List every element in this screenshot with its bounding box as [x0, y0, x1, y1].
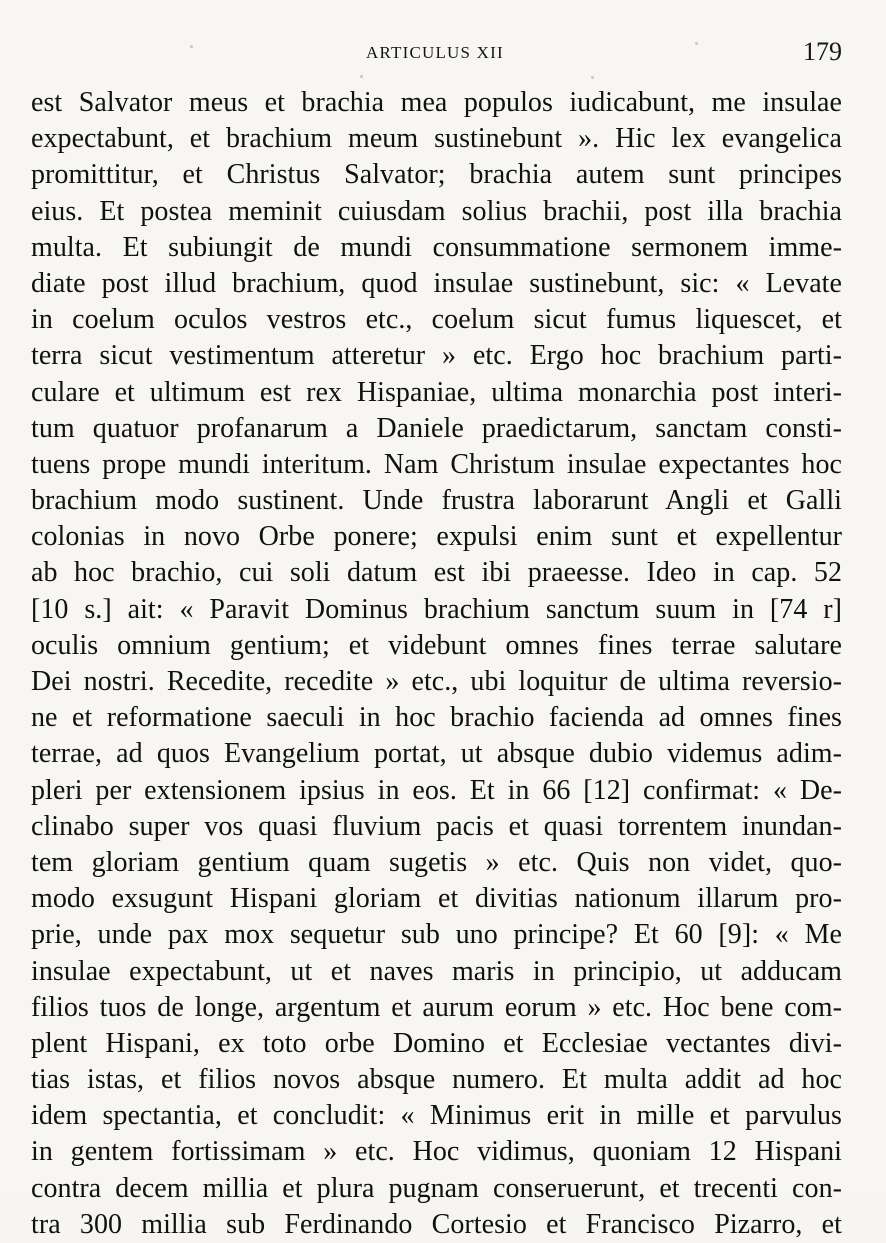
text-line: modo exsugunt Hispani gloriam et divitias nationum illarum pro-	[31, 883, 842, 915]
text-line: brachium modo sustinent. Unde frustra laborarunt Angli et Galli	[31, 485, 842, 517]
page-number: 179	[803, 37, 842, 66]
text-line: terra sicut vestimentum atteretur » etc. Ergo hoc brachium parti-	[31, 340, 842, 372]
text-line: contra decem millia et plura pugnam conseruerunt, et trecenti con-	[31, 1172, 842, 1204]
text-line: terrae, ad quos Evangelium portat, ut absque dubio videmus adim-	[31, 738, 842, 770]
running-title: ARTICULUS XII	[366, 43, 504, 62]
text-line: [10 s.] ait: « Paravit Dominus brachium sanctum suum in [74 r]	[31, 593, 842, 625]
text-line: Dei nostri. Recedite, recedite » etc., ubi loquitur de ultima reversio-	[31, 666, 842, 697]
text-line: eius. Et postea meminit cuiusdam solius brachii, post illa brachia	[31, 195, 842, 227]
paper-speck	[591, 76, 594, 79]
text-line: oculis omnium gentium; et videbunt omnes fines terrae salutare	[31, 629, 842, 661]
paper-speck	[360, 75, 363, 78]
text-line: filios tuos de longe, argentum et aurum eorum » etc. Hoc bene com-	[31, 991, 842, 1023]
text-line: pleri per extensionem ipsius in eos. Et in 66 [12] confirmat: « De-	[31, 774, 842, 806]
text-line: ne et reformatione saeculi in hoc brachio facienda ad omnes fines	[31, 702, 842, 734]
text-line: multa. Et subiungit de mundi consummatione sermonem imme-	[31, 231, 842, 263]
text-line: colonias in novo Orbe ponere; expulsi enim sunt et expellentur	[31, 521, 842, 553]
text-line: plent Hispani, ex toto orbe Domino et Ecclesiae vectantes divi-	[31, 1027, 842, 1059]
body-text	[31, 85, 842, 1243]
text-line: tuens prope mundi interitum. Nam Christum insulae expectantes hoc	[31, 448, 842, 480]
text-line: in coelum oculos vestros etc., coelum sicut fumus liquescet, et	[31, 304, 842, 336]
text-line: prie, unde pax mox sequetur sub uno principe? Et 60 [9]: « Me	[31, 919, 842, 951]
text-line: ab hoc brachio, cui soli datum est ibi praeesse. Ideo in cap. 52	[31, 557, 842, 589]
text-line: est Salvator meus et brachia mea populos iudicabunt, me insulae	[31, 87, 842, 118]
paper-speck	[190, 45, 193, 48]
text-line: expectabunt, et brachium meum sustinebunt ». Hic lex evangelica	[31, 123, 842, 155]
text-line: clinabo super vos quasi fluvium pacis et quasi torrentem inundan-	[31, 810, 842, 842]
text-line: diate post illud brachium, quod insulae sustinebunt, sic: « Levate	[31, 267, 842, 299]
paper-speck	[695, 42, 698, 45]
text-line: tias istas, et filios novos absque numero. Et multa addit ad hoc	[31, 1064, 842, 1096]
running-header	[0, 37, 886, 71]
text-line: promittitur, et Christus Salvator; brachia autem sunt principes	[31, 159, 842, 191]
text-line: tra 300 millia sub Ferdinando Cortesio et Francisco Pizarro, et	[31, 1208, 842, 1240]
text-line: idem spectantia, et concludit: « Minimus erit in mille et parvulus	[31, 1100, 842, 1132]
text-line: culare et ultimum est rex Hispaniae, ultima monarchia post interi-	[31, 376, 842, 408]
text-line: insulae expectabunt, ut et naves maris in principio, ut adducam	[31, 955, 842, 987]
text-line: tem gloriam gentium quam sugetis » etc. Quis non videt, quo-	[31, 846, 842, 878]
text-line: in gentem fortissimam » etc. Hoc vidimus, quoniam 12 Hispani	[31, 1136, 842, 1168]
text-line: tum quatuor profanarum a Daniele praedictarum, sanctam consti-	[31, 412, 842, 444]
